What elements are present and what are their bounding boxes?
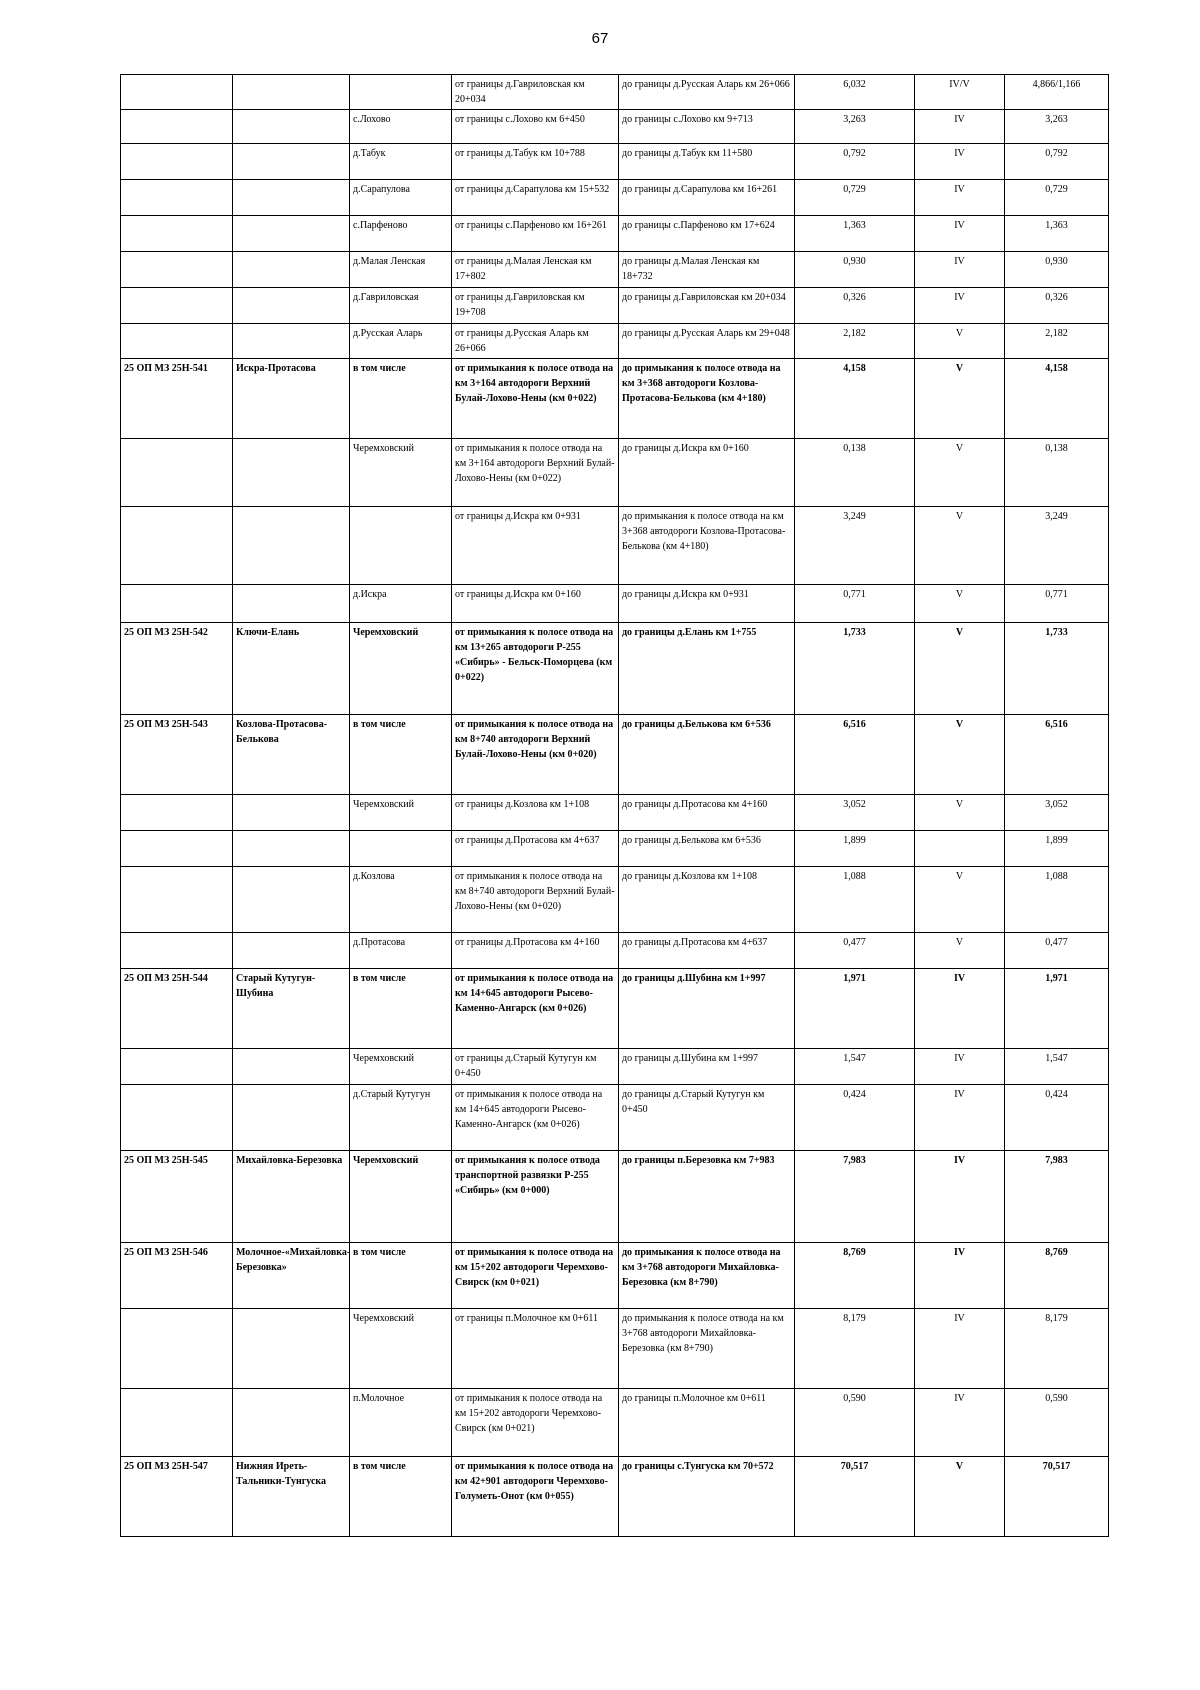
category-cell: V (915, 439, 1005, 507)
length-cell: 3,052 (795, 795, 915, 831)
category-cell: IV (915, 969, 1005, 1049)
category-cell: V (915, 933, 1005, 969)
length-cell: 0,930 (795, 252, 915, 288)
category-cell: V (915, 359, 1005, 439)
category-length-cell: 7,983 (1005, 1151, 1109, 1243)
road-name-cell (233, 795, 350, 831)
category-cell: IV (915, 1243, 1005, 1309)
category-length-cell: 1,547 (1005, 1049, 1109, 1085)
road-name-cell: Ключи-Елань (233, 623, 350, 715)
district-cell (350, 831, 452, 867)
category-length-cell: 3,263 (1005, 110, 1109, 144)
end-cell: до границы п.Березовка км 7+983 (619, 1151, 795, 1243)
road-name-cell (233, 324, 350, 359)
district-cell: Черемховский (350, 1309, 452, 1389)
length-cell: 8,769 (795, 1243, 915, 1309)
length-cell: 1,899 (795, 831, 915, 867)
length-cell: 0,590 (795, 1389, 915, 1457)
district-cell (350, 75, 452, 110)
start-cell: от границы с.Лохово км 6+450 (452, 110, 619, 144)
end-cell: до границы д.Гавриловская км 20+034 (619, 288, 795, 324)
end-cell: до примыкания к полосе отвода на км 3+368 автодороги Козлова-Протасова-Белькова (км 4+180) (619, 359, 795, 439)
road-name-cell (233, 1389, 350, 1457)
category-cell: IV/V (915, 75, 1005, 110)
table-row (121, 1243, 1109, 1309)
category-cell: V (915, 867, 1005, 933)
road-id-cell (121, 507, 233, 585)
length-cell: 1,547 (795, 1049, 915, 1085)
category-cell: V (915, 623, 1005, 715)
category-cell: V (915, 324, 1005, 359)
road-id-cell (121, 75, 233, 110)
end-cell: до границы с.Тунгуска км 70+572 (619, 1457, 795, 1537)
length-cell: 8,179 (795, 1309, 915, 1389)
end-cell: до границы д.Шубина км 1+997 (619, 1049, 795, 1085)
road-name-cell (233, 507, 350, 585)
road-name-cell (233, 933, 350, 969)
start-cell: от границы д.Протасова км 4+637 (452, 831, 619, 867)
road-name-cell: Нижняя Иреть-Тальники-Тунгуска (233, 1457, 350, 1537)
category-length-cell: 0,424 (1005, 1085, 1109, 1151)
end-cell: до границы д.Табук км 11+580 (619, 144, 795, 180)
length-cell: 3,263 (795, 110, 915, 144)
end-cell: до границы д.Протасова км 4+637 (619, 933, 795, 969)
start-cell: от примыкания к полосе отвода на км 14+645 автодороги Рысево-Каменно-Ангарск (км 0+026) (452, 1085, 619, 1151)
start-cell: от границы д.Искра км 0+160 (452, 585, 619, 623)
start-cell: от примыкания к полосе отвода на км 15+202 автодороги Черемхово-Свирск (км 0+021) (452, 1243, 619, 1309)
start-cell: от примыкания к полосе отвода на км 42+901 автодороги Черемхово-Голуметь-Онот (км 0+055) (452, 1457, 619, 1537)
category-cell: IV (915, 180, 1005, 216)
road-id-cell (121, 252, 233, 288)
length-cell: 0,138 (795, 439, 915, 507)
table-row (121, 1389, 1109, 1457)
length-cell: 4,158 (795, 359, 915, 439)
road-name-cell: Искра-Протасова (233, 359, 350, 439)
category-length-cell: 0,729 (1005, 180, 1109, 216)
category-length-cell: 2,182 (1005, 324, 1109, 359)
road-id-cell: 25 ОП МЗ 25Н-543 (121, 715, 233, 795)
roads-table (120, 74, 1109, 1537)
length-cell: 1,088 (795, 867, 915, 933)
category-length-cell: 1,899 (1005, 831, 1109, 867)
start-cell: от границы д.Малая Ленская км 17+802 (452, 252, 619, 288)
table-row (121, 867, 1109, 933)
page-number: 67 (591, 30, 609, 47)
road-id-cell (121, 1309, 233, 1389)
category-length-cell: 8,179 (1005, 1309, 1109, 1389)
length-cell: 0,792 (795, 144, 915, 180)
road-name-cell: Козлова-Протасова-Белькова (233, 715, 350, 795)
category-length-cell: 3,249 (1005, 507, 1109, 585)
district-cell: п.Молочное (350, 1389, 452, 1457)
category-length-cell: 0,326 (1005, 288, 1109, 324)
length-cell: 0,326 (795, 288, 915, 324)
end-cell: до примыкания к полосе отвода на км 3+768 автодороги Михайловка-Березовка (км 8+790) (619, 1309, 795, 1389)
district-cell (350, 507, 452, 585)
district-cell: д.Табук (350, 144, 452, 180)
end-cell: до границы д.Белькова км 6+536 (619, 715, 795, 795)
category-length-cell: 0,771 (1005, 585, 1109, 623)
category-length-cell: 1,733 (1005, 623, 1109, 715)
end-cell: до границы д.Сарапулова км 16+261 (619, 180, 795, 216)
length-cell: 0,771 (795, 585, 915, 623)
district-cell: д.Искра (350, 585, 452, 623)
road-name-cell (233, 1309, 350, 1389)
category-cell: IV (915, 1309, 1005, 1389)
table-row (121, 1049, 1109, 1085)
length-cell: 0,477 (795, 933, 915, 969)
start-cell: от границы с.Парфеново км 16+261 (452, 216, 619, 252)
district-cell: в том числе (350, 359, 452, 439)
district-cell: в том числе (350, 1457, 452, 1537)
start-cell: от примыкания к полосе отвода на км 8+740 автодороги Верхний Булай-Лохово-Нены (км 0+020) (452, 715, 619, 795)
category-length-cell: 0,477 (1005, 933, 1109, 969)
table-row (121, 216, 1109, 252)
table-row (121, 1085, 1109, 1151)
road-name-cell: Михайловка-Березовка (233, 1151, 350, 1243)
end-cell: до примыкания к полосе отвода на км 3+768 автодороги Михайловка-Березовка (км 8+790) (619, 1243, 795, 1309)
road-id-cell (121, 1389, 233, 1457)
start-cell: от границы д.Протасова км 4+160 (452, 933, 619, 969)
category-cell: IV (915, 1049, 1005, 1085)
road-name-cell (233, 1085, 350, 1151)
road-name-cell (233, 144, 350, 180)
end-cell: до границы д.Белькова км 6+536 (619, 831, 795, 867)
category-cell: IV (915, 144, 1005, 180)
district-cell: д.Старый Кутугун (350, 1085, 452, 1151)
start-cell: от границы д.Русская Аларь км 26+066 (452, 324, 619, 359)
table-row (121, 795, 1109, 831)
length-cell: 0,424 (795, 1085, 915, 1151)
road-name-cell: Молочное-«Михайловка-Березовка» (233, 1243, 350, 1309)
category-length-cell: 0,792 (1005, 144, 1109, 180)
table-row (121, 831, 1109, 867)
table-row (121, 75, 1109, 110)
category-length-cell: 8,769 (1005, 1243, 1109, 1309)
district-cell: в том числе (350, 1243, 452, 1309)
road-id-cell (121, 585, 233, 623)
road-id-cell: 25 ОП МЗ 25Н-544 (121, 969, 233, 1049)
road-id-cell: 25 ОП МЗ 25Н-542 (121, 623, 233, 715)
length-cell: 1,971 (795, 969, 915, 1049)
category-cell: IV (915, 216, 1005, 252)
table-row (121, 439, 1109, 507)
end-cell: до примыкания к полосе отвода на км 3+368 автодороги Козлова-Протасова-Белькова (км 4+180) (619, 507, 795, 585)
road-id-cell: 25 ОП МЗ 25Н-541 (121, 359, 233, 439)
end-cell: до границы с.Лохово км 9+713 (619, 110, 795, 144)
end-cell: до границы с.Парфеново км 17+624 (619, 216, 795, 252)
district-cell: Черемховский (350, 623, 452, 715)
table-row (121, 715, 1109, 795)
category-cell: IV (915, 1389, 1005, 1457)
end-cell: до границы д.Русская Аларь км 26+066 (619, 75, 795, 110)
category-length-cell: 0,138 (1005, 439, 1109, 507)
road-name-cell (233, 1049, 350, 1085)
district-cell: д.Сарапулова (350, 180, 452, 216)
category-length-cell: 70,517 (1005, 1457, 1109, 1537)
road-id-cell (121, 867, 233, 933)
end-cell: до границы п.Молочное км 0+611 (619, 1389, 795, 1457)
district-cell: д.Козлова (350, 867, 452, 933)
length-cell: 1,733 (795, 623, 915, 715)
start-cell: от границы д.Гавриловская км 19+708 (452, 288, 619, 324)
start-cell: от границы д.Козлова км 1+108 (452, 795, 619, 831)
road-name-cell (233, 75, 350, 110)
length-cell: 7,983 (795, 1151, 915, 1243)
category-length-cell: 0,590 (1005, 1389, 1109, 1457)
length-cell: 6,032 (795, 75, 915, 110)
district-cell: д.Протасова (350, 933, 452, 969)
start-cell: от примыкания к полосе отвода на км 3+164 автодороги Верхний Булай-Лохово-Нены (км 0+022) (452, 439, 619, 507)
end-cell: до границы д.Искра км 0+160 (619, 439, 795, 507)
length-cell: 2,182 (795, 324, 915, 359)
category-length-cell: 4,866/1,166 (1005, 75, 1109, 110)
district-cell: в том числе (350, 969, 452, 1049)
table-row (121, 1151, 1109, 1243)
end-cell: до границы д.Искра км 0+931 (619, 585, 795, 623)
table-row (121, 288, 1109, 324)
category-length-cell: 3,052 (1005, 795, 1109, 831)
road-id-cell (121, 933, 233, 969)
district-cell: Черемховский (350, 439, 452, 507)
road-name-cell (233, 585, 350, 623)
category-cell: V (915, 585, 1005, 623)
table-row (121, 144, 1109, 180)
table-row (121, 507, 1109, 585)
road-id-cell (121, 216, 233, 252)
district-cell: Черемховский (350, 795, 452, 831)
table-row (121, 623, 1109, 715)
start-cell: от примыкания к полосе отвода на км 13+265 автодороги Р-255 «Сибирь» - Бельск-Поморцева (км 0+022) (452, 623, 619, 715)
category-cell: IV (915, 252, 1005, 288)
category-cell: V (915, 795, 1005, 831)
road-name-cell (233, 180, 350, 216)
district-cell: с.Парфеново (350, 216, 452, 252)
district-cell: Черемховский (350, 1049, 452, 1085)
road-id-cell (121, 110, 233, 144)
road-id-cell (121, 144, 233, 180)
start-cell: от границы д.Сарапулова км 15+532 (452, 180, 619, 216)
length-cell: 3,249 (795, 507, 915, 585)
table-row (121, 252, 1109, 288)
table-row (121, 1457, 1109, 1537)
district-cell: д.Гавриловская (350, 288, 452, 324)
road-name-cell (233, 110, 350, 144)
road-name-cell (233, 288, 350, 324)
start-cell: от границы д.Искра км 0+931 (452, 507, 619, 585)
table-row (121, 359, 1109, 439)
start-cell: от примыкания к полосе отвода на км 15+202 автодороги Черемхово-Свирск (км 0+021) (452, 1389, 619, 1457)
category-cell: IV (915, 288, 1005, 324)
road-id-cell: 25 ОП МЗ 25Н-547 (121, 1457, 233, 1537)
length-cell: 1,363 (795, 216, 915, 252)
end-cell: до границы д.Козлова км 1+108 (619, 867, 795, 933)
road-name-cell (233, 831, 350, 867)
category-cell: IV (915, 1085, 1005, 1151)
start-cell: от границы д.Гавриловская км 20+034 (452, 75, 619, 110)
road-name-cell (233, 216, 350, 252)
category-length-cell: 1,971 (1005, 969, 1109, 1049)
start-cell: от примыкания к полосе отвода на км 8+740 автодороги Верхний Булай-Лохово-Нены (км 0+020) (452, 867, 619, 933)
table-row (121, 110, 1109, 144)
road-id-cell (121, 439, 233, 507)
road-id-cell (121, 288, 233, 324)
district-cell: д.Русская Аларь (350, 324, 452, 359)
category-cell: IV (915, 110, 1005, 144)
category-cell: IV (915, 1151, 1005, 1243)
table-row (121, 969, 1109, 1049)
end-cell: до границы д.Малая Ленская км 18+732 (619, 252, 795, 288)
category-length-cell: 0,930 (1005, 252, 1109, 288)
length-cell: 6,516 (795, 715, 915, 795)
category-length-cell: 4,158 (1005, 359, 1109, 439)
end-cell: до границы д.Русская Аларь км 29+048 (619, 324, 795, 359)
district-cell: в том числе (350, 715, 452, 795)
road-id-cell (121, 180, 233, 216)
category-length-cell: 6,516 (1005, 715, 1109, 795)
road-id-cell: 25 ОП МЗ 25Н-545 (121, 1151, 233, 1243)
road-id-cell (121, 831, 233, 867)
table-row (121, 1309, 1109, 1389)
start-cell: от примыкания к полосе отвода транспортной развязки Р-255 «Сибирь» (км 0+000) (452, 1151, 619, 1243)
table-row (121, 585, 1109, 623)
end-cell: до границы д.Старый Кутугун км 0+450 (619, 1085, 795, 1151)
length-cell: 0,729 (795, 180, 915, 216)
end-cell: до границы д.Протасова км 4+160 (619, 795, 795, 831)
table-row (121, 933, 1109, 969)
end-cell: до границы д.Шубина км 1+997 (619, 969, 795, 1049)
start-cell: от границы д.Старый Кутугун км 0+450 (452, 1049, 619, 1085)
start-cell: от примыкания к полосе отвода на км 14+645 автодороги Рысево-Каменно-Ангарск (км 0+026) (452, 969, 619, 1049)
road-name-cell (233, 867, 350, 933)
category-cell: V (915, 715, 1005, 795)
table-row (121, 324, 1109, 359)
category-length-cell: 1,363 (1005, 216, 1109, 252)
road-name-cell: Старый Кутугун-Шубина (233, 969, 350, 1049)
road-id-cell (121, 324, 233, 359)
category-cell (915, 831, 1005, 867)
category-cell: V (915, 507, 1005, 585)
road-id-cell (121, 795, 233, 831)
district-cell: Черемховский (350, 1151, 452, 1243)
table-row (121, 180, 1109, 216)
road-id-cell (121, 1049, 233, 1085)
road-id-cell (121, 1085, 233, 1151)
start-cell: от границы д.Табук км 10+788 (452, 144, 619, 180)
start-cell: от границы п.Молочное км 0+611 (452, 1309, 619, 1389)
road-id-cell: 25 ОП МЗ 25Н-546 (121, 1243, 233, 1309)
start-cell: от примыкания к полосе отвода на км 3+164 автодороги Верхний Булай-Лохово-Нены (км 0+022) (452, 359, 619, 439)
district-cell: с.Лохово (350, 110, 452, 144)
district-cell: д.Малая Ленская (350, 252, 452, 288)
road-name-cell (233, 439, 350, 507)
end-cell: до границы д.Елань км 1+755 (619, 623, 795, 715)
category-length-cell: 1,088 (1005, 867, 1109, 933)
length-cell: 70,517 (795, 1457, 915, 1537)
category-cell: V (915, 1457, 1005, 1537)
road-name-cell (233, 252, 350, 288)
